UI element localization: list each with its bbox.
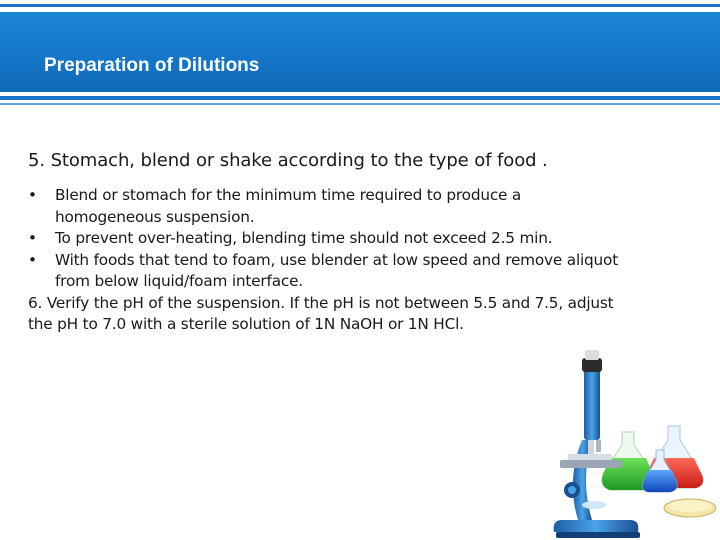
bullet-icon: • <box>28 186 37 204</box>
header-top-rule <box>0 4 720 7</box>
slide-title: Preparation of Dilutions <box>44 55 260 76</box>
bullet-text: With foods that tend to foam, use blender at low speed and remove aliquot from below liquid/foam interface. <box>55 250 618 290</box>
bullet-text: Blend or stomach for the minimum time required to produce a homogeneous suspension. <box>55 186 522 226</box>
header-bottom-rule <box>0 96 720 100</box>
bullet-list <box>28 185 628 293</box>
step-6-paragraph: 6. Verify the pH of the suspension. If the pH is not between 5.5 and 7.5, adjust the pH to 7.0 with a sterile solution of 1N NaOH or 1N HCl. <box>28 293 614 333</box>
bullet-icon: • <box>28 250 37 269</box>
bullet-text: To prevent over-heating, blending time should not exceed 2.5 min. <box>55 229 553 247</box>
slide-header <box>0 0 720 120</box>
bullet-icon: • <box>28 229 37 247</box>
microscope-and-flasks-illustration-icon <box>530 340 720 540</box>
bullet-item <box>28 185 628 228</box>
header-bar <box>0 12 720 92</box>
slide-body <box>28 150 628 336</box>
bullet-item <box>28 228 628 250</box>
step-5-heading: 5. Stomach, blend or shake according to the type of food . <box>28 150 548 171</box>
bullet-item <box>28 250 628 293</box>
header-bottom-rule-thin <box>0 103 720 105</box>
